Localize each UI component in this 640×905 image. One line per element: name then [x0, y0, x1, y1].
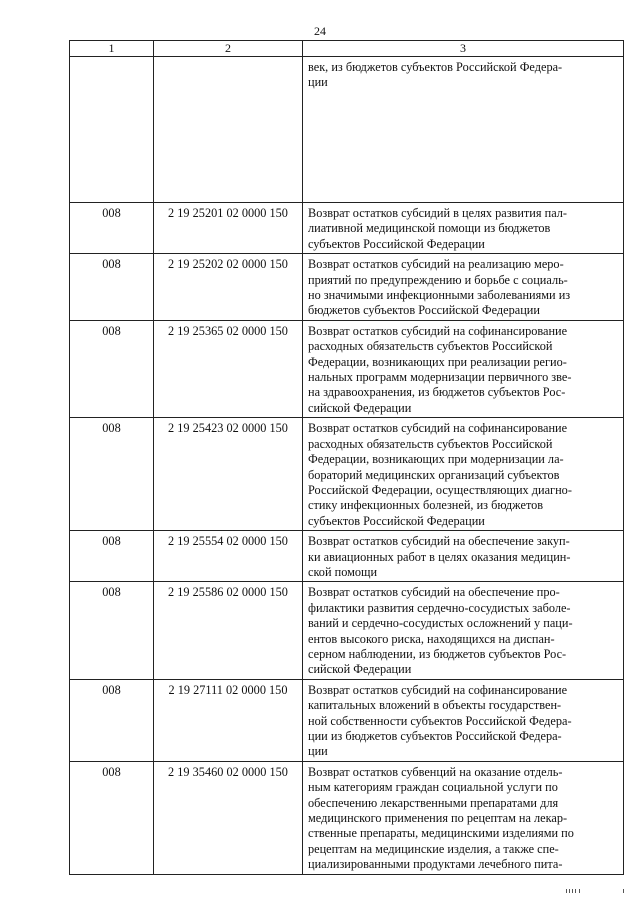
cell-description	[303, 57, 624, 203]
description-line: но значимыми инфекционными заболеваниями из	[308, 288, 571, 303]
description-line: нальных программ модернизации первичного зве-	[308, 370, 572, 385]
description-line: субъектов Российской Федерации	[308, 513, 485, 528]
description-line: стику инфекционных болезней, из бюджетов	[308, 498, 544, 513]
cell-kbk: 2 19 27111 02 0000 150	[154, 679, 303, 761]
cell-kbk: 2 19 25202 02 0000 150	[154, 254, 303, 321]
cell-code: 008	[70, 320, 154, 417]
column-header-3: 3	[303, 41, 624, 57]
page-number: 24	[314, 24, 326, 38]
description-line: Возврат остатков субсидий в целях развития пал-	[308, 206, 567, 220]
description-line: Возврат остатков субсидий на софинансирование	[308, 682, 568, 697]
description-line: циализированными продуктами лечебного пита-	[308, 857, 563, 872]
description-line: ской помощи	[308, 564, 378, 579]
description-line: Возврат остатков субсидий на обеспечение закуп-	[308, 534, 570, 549]
description-line: ваний и сердечно-сосудистых осложнений у паци-	[308, 616, 573, 631]
cell-kbk: 2 19 25365 02 0000 150	[154, 320, 303, 417]
description-line: обеспечению лекарственными препаратами для	[308, 795, 559, 810]
description-line: лиативной медицинской помощи из бюджетов	[308, 221, 551, 236]
description-line: ки авиационных работ в целях оказания медицин-	[308, 549, 571, 564]
cell-kbk: 2 19 25554 02 0000 150	[154, 531, 303, 582]
cell-kbk: 2 19 25201 02 0000 150	[154, 203, 303, 254]
description-line: бораторий медицинских организаций субъектов	[308, 467, 560, 482]
description-line: приятий по предупреждению и борьбе с социаль-	[308, 272, 568, 287]
table-row	[70, 761, 624, 874]
cell-kbk: 2 19 25586 02 0000 150	[154, 582, 303, 679]
cell-kbk: 2 19 35460 02 0000 150	[154, 761, 303, 874]
description-line: серном наблюдении, из бюджетов субъектов Рос-	[308, 646, 567, 661]
description-line: Возврат остатков субсидий на софинансирование	[308, 323, 568, 338]
description-line: Федерации, возникающих при реализации регио-	[308, 354, 567, 369]
cell-kbk: 2 19 25423 02 0000 150	[154, 418, 303, 531]
description-line: Возврат остатков субсидий на софинансирование	[308, 421, 568, 436]
table-header-row	[70, 41, 624, 57]
cell-description	[303, 582, 624, 679]
description-line: Возврат остатков субсидий на реализацию меро-	[308, 257, 564, 272]
description-line: ции из бюджетов субъектов Российской Федера-	[308, 729, 562, 743]
table-body	[70, 57, 624, 875]
scan-footer-mark	[566, 889, 624, 893]
description-line: расходных обязательств субъектов Российской	[308, 436, 553, 451]
description-line: рецептам на медицинские изделия, а также спе-	[308, 841, 559, 856]
table-row	[70, 254, 624, 321]
table-row	[70, 582, 624, 679]
description-line: ным категориям граждан социальной услуги по	[308, 780, 558, 795]
cell-code: 008	[70, 531, 154, 582]
description-line: ной собственности субъектов Российской Федера-	[308, 713, 572, 728]
column-header-1: 1	[70, 41, 154, 57]
cell-code: 008	[70, 254, 154, 321]
cell-description	[303, 761, 624, 874]
description-line: Возврат остатков субсидий на обеспечение про-	[308, 585, 560, 600]
description-line: бюджетов субъектов Российской Федерации	[308, 303, 540, 318]
cell-description	[303, 254, 624, 321]
description-line: Российской Федерации, осуществляющих диагно-	[308, 482, 572, 497]
description-line: субъектов Российской Федерации	[308, 236, 485, 251]
cell-kbk	[154, 57, 303, 203]
cell-code: 008	[70, 582, 154, 679]
cell-code: 008	[70, 418, 154, 531]
table-row	[70, 531, 624, 582]
description-line: Федерации, возникающих при модернизации ла-	[308, 452, 564, 467]
description-line: ции	[308, 75, 328, 90]
cell-code: 008	[70, 761, 154, 874]
cell-description	[303, 679, 624, 761]
continuation-row	[70, 57, 624, 203]
table-row	[70, 320, 624, 417]
description-line: сийской Федерации	[308, 662, 412, 677]
table-row	[70, 203, 624, 254]
cell-description	[303, 418, 624, 531]
cell-description	[303, 203, 624, 254]
description-line: на здравоохранения, из бюджетов субъектов Рос-	[308, 385, 566, 400]
description-line: филактики развития сердечно-сосудистых заболе-	[308, 600, 571, 615]
column-header-2: 2	[154, 41, 303, 57]
description-line: ственные препараты, медицинскими изделиями по	[308, 826, 574, 841]
cell-code: 008	[70, 679, 154, 761]
cell-code	[70, 57, 154, 203]
table-row	[70, 418, 624, 531]
description-line: капитальных вложений в объекты государствен-	[308, 698, 562, 713]
description-line: медицинского применения по рецептам на лекар-	[308, 811, 568, 826]
cell-description	[303, 320, 624, 417]
budget-codes-table	[69, 40, 624, 875]
description-line: Возврат остатков субвенций на оказание отдель-	[308, 764, 563, 779]
description-line: ентов высокого риска, находящихся на диспан-	[308, 631, 555, 646]
description-line: сийской Федерации	[308, 400, 412, 415]
description-line: расходных обязательств субъектов Российской	[308, 339, 553, 354]
table-row	[70, 679, 624, 761]
description-line: ции	[308, 744, 328, 759]
description-line: век, из бюджетов субъектов Российской Федера-	[308, 60, 563, 74]
cell-code: 008	[70, 203, 154, 254]
cell-description	[303, 531, 624, 582]
